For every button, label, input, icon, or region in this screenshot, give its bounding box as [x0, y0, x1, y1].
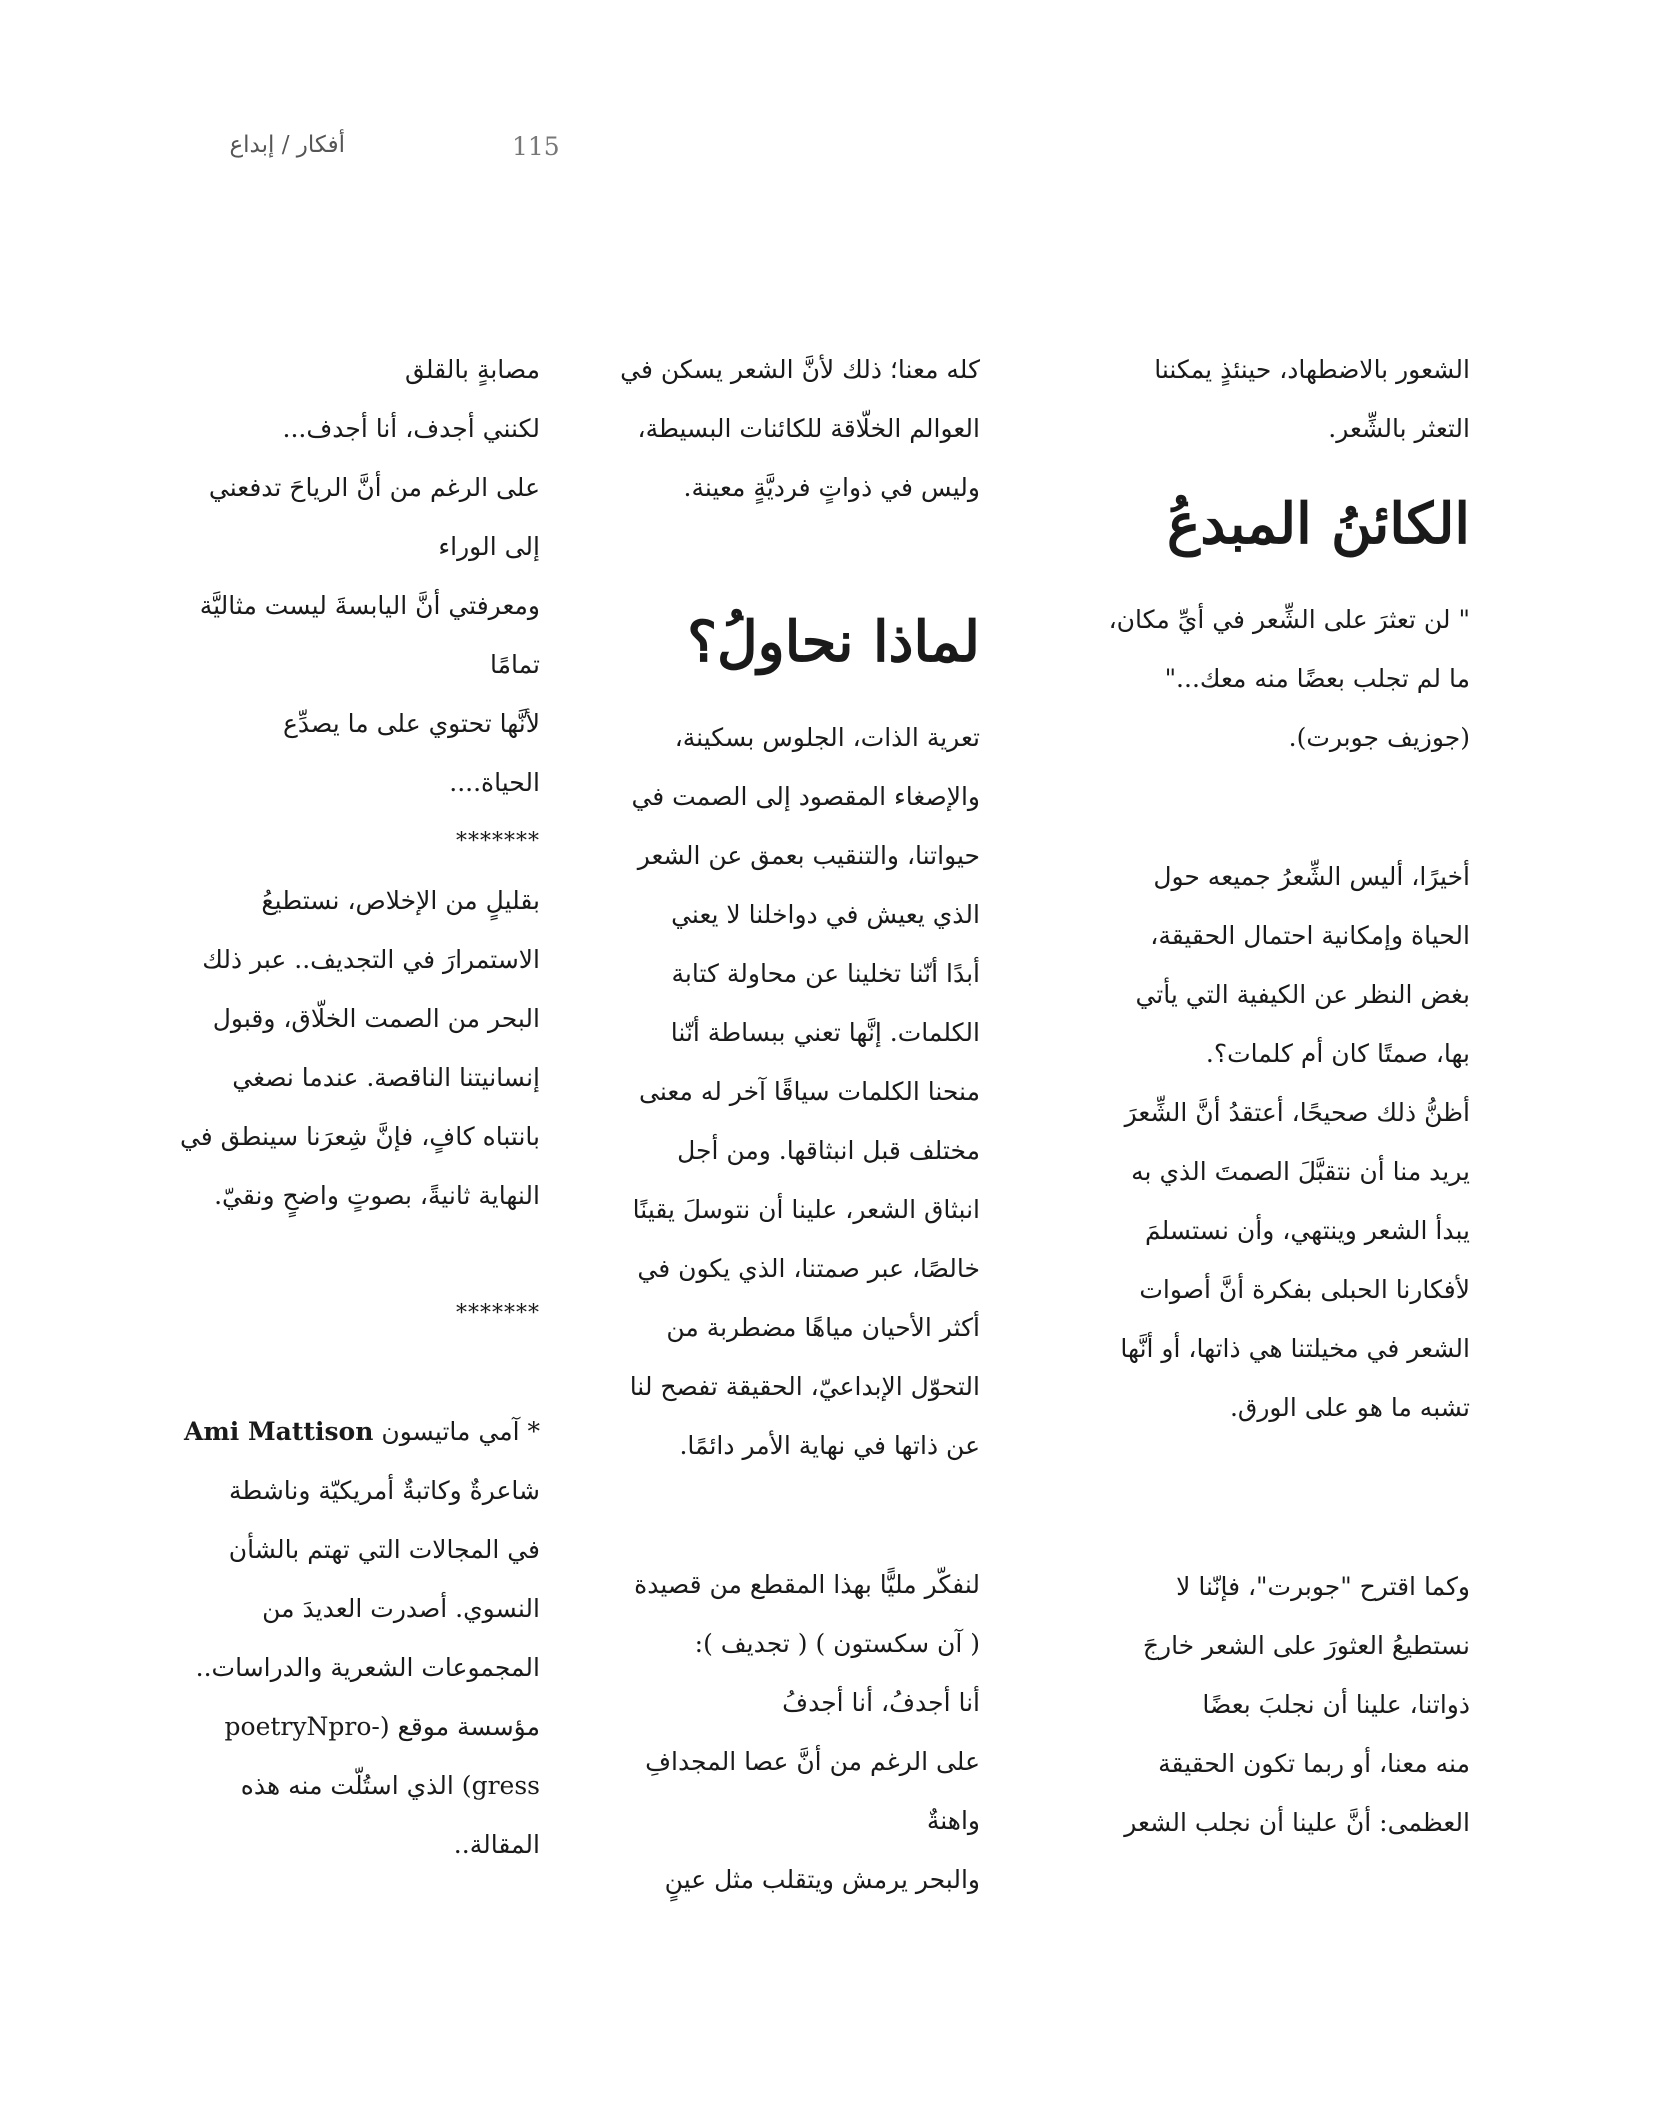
- text-line: نستطيعُ العثورَ على الشعر خارجَ: [1142, 1631, 1470, 1660]
- quote-line: ما لم تجلب بعضًا منه معك...": [1164, 664, 1470, 693]
- running-header: [110, 128, 570, 168]
- text-line: حيواتنا، والتنقيب بعمق عن الشعر: [637, 841, 980, 870]
- text-line: ذواتنا، علينا أن نجلبَ بعضًا: [1202, 1690, 1470, 1719]
- text-line: لنفكّر مليًّا بهذا المقطع من قصيدة: [634, 1570, 980, 1599]
- text-line: مختلف قبل انبثاقها. ومن أجل: [677, 1136, 980, 1165]
- text-line: انبثاق الشعر، علينا أن نتوسلَ يقينًا: [632, 1195, 980, 1224]
- text-line: التعثر بالشِّعر.: [1328, 414, 1470, 443]
- text-line: يبدأ الشعر وينتهي، وأن نستسلمَ: [1144, 1216, 1470, 1245]
- text-line: الاستمرارَ في التجديف.. عبر ذلك: [202, 945, 540, 974]
- section-heading: لماذا نحاولُ؟: [687, 609, 980, 675]
- section-label: أفكار / إبداع: [229, 132, 345, 158]
- text-line: عن ذاتها في نهاية الأمر دائمًا.: [679, 1431, 980, 1460]
- text-line: إنسانيتنا الناقصة. عندما نصغي: [232, 1063, 540, 1092]
- text-line: بها، صمتًا كان أم كلمات؟.: [1205, 1039, 1470, 1068]
- text-line: وليس في ذواتٍ فرديَّةٍ معينة.: [683, 473, 980, 502]
- text-line: كله معنا؛ ذلك لأنَّ الشعر يسكن في: [620, 355, 980, 384]
- section-heading: الكائنُ المبدعُ: [1166, 491, 1470, 557]
- column-left: [180, 340, 540, 1874]
- bio-line: شاعرةٌ وكاتبةٌ أمريكيّة وناشطة: [228, 1476, 540, 1505]
- quote-line: " لن تعثرَ على الشِّعر في أيِّ مكان،: [1108, 605, 1470, 634]
- text-line: بانتباه كافٍ، فإنَّ شِعرَنا سينطق في: [179, 1122, 540, 1151]
- bio-line: النسوي. أصدرت العديدَ من: [262, 1594, 540, 1623]
- text-line: العظمى: أنَّ علينا أن نجلب الشعر: [1124, 1808, 1470, 1837]
- text-line: الشعور بالاضطهاد، حينئذٍ يمكننا: [1154, 355, 1470, 384]
- poem-line: إلى الوراء: [438, 532, 540, 561]
- text-line: أكثر الأحيان مياهًا مضطربة من: [666, 1313, 980, 1342]
- poem-line: على الرغم من أنَّ الرياحَ تدفعني: [208, 473, 540, 502]
- text-line: التحوّل الإبداعيّ، الحقيقة تفصح لنا: [629, 1372, 980, 1401]
- text-line: الذي يعيش في دواخلنا لا يعني: [671, 900, 980, 929]
- bio-line: مؤسسة موقع (-poetryNpro: [224, 1712, 540, 1741]
- text-line: أظنُّ ذلك صحيحًا، أعتقدُ أنَّ الشِّعرَ: [1124, 1098, 1470, 1127]
- text-line: لأفكارنا الحبلى بفكرة أنَّ أصوات: [1139, 1275, 1470, 1304]
- bio-line: المقالة..: [453, 1830, 540, 1859]
- quote-attribution: (جوزيف جوبرت).: [1288, 723, 1470, 752]
- column-right: [1082, 340, 1470, 1852]
- text-line: الحياة وإمكانية احتمال الحقيقة،: [1150, 921, 1470, 950]
- text-line: بغض النظر عن الكيفية التي يأتي: [1135, 980, 1470, 1009]
- poem-line: تمامًا: [489, 650, 540, 679]
- text-line: وكما اقترح "جوبرت"، فإنّنا لا: [1176, 1572, 1470, 1601]
- text-line: يريد منا أن نتقبَّلَ الصمتَ الذي به: [1131, 1157, 1470, 1186]
- column-middle: [596, 340, 980, 1909]
- poem-line: لكنني أجدف، أنا أجدف...: [282, 414, 540, 443]
- text-line: أخيرًا، أليس الشِّعرُ جميعه حول: [1153, 862, 1470, 891]
- separator: *******: [456, 829, 540, 854]
- text-line: بقليلٍ من الإخلاص، نستطيعُ: [261, 886, 540, 915]
- bio-line: المجموعات الشعرية والدراسات..: [195, 1653, 540, 1682]
- poem-line: أنا أجدفُ، أنا أجدفُ: [782, 1688, 980, 1717]
- text-line: ( آن سكستون ) ( تجديف ):: [694, 1629, 980, 1658]
- text-line: خالصًا، عبر صمتنا، الذي يكون في: [637, 1254, 980, 1283]
- poem-line: والبحر يرمش ويتقلب مثل عينٍ: [664, 1865, 980, 1894]
- text-line: الكلمات. إنَّها تعني ببساطة أنّنا: [670, 1018, 980, 1047]
- author-bio-heading: [180, 1402, 540, 1461]
- bio-line: في المجالات التي تهتم بالشأن: [228, 1535, 540, 1564]
- text-line: منه معنا، أو ربما تكون الحقيقة: [1158, 1749, 1470, 1778]
- poem-line: واهنةٌ: [926, 1806, 980, 1835]
- text-line: العوالم الخلّاقة للكائنات البسيطة،: [637, 414, 980, 443]
- poem-line: مصابةٍ بالقلق: [405, 355, 540, 384]
- bio-line: gress) الذي استُلّت منه هذه: [240, 1771, 540, 1800]
- poem-line: الحياة....: [449, 768, 540, 797]
- text-line: البحر من الصمت الخلّاق، وقبول: [212, 1004, 540, 1033]
- bio-prefix: * آمي ماتيسون: [381, 1417, 540, 1446]
- text-line: أبدًا أنّنا تخلينا عن محاولة كتابة: [671, 959, 980, 988]
- text-line: النهاية ثانيةً، بصوتٍ واضحٍ ونقيّ.: [214, 1181, 540, 1210]
- separator: *******: [456, 1301, 540, 1326]
- author-name-latin: Ami Mattison: [183, 1417, 374, 1446]
- poem-line: لأنَّها تحتوي على ما يصدِّع: [283, 709, 540, 738]
- text-line: والإصغاء المقصود إلى الصمت في: [631, 782, 980, 811]
- poem-line: على الرغم من أنَّ عصا المجدافِ: [645, 1747, 980, 1776]
- text-line: منحنا الكلمات سياقًا آخر له معنى: [639, 1077, 980, 1106]
- text-line: تشبه ما هو على الورق.: [1229, 1393, 1470, 1422]
- text-line: تعرية الذات، الجلوس بسكينة،: [674, 723, 980, 752]
- page-number: 115: [512, 132, 560, 161]
- text-line: الشعر في مخيلتنا هي ذاتها، أو أنَّها: [1120, 1334, 1470, 1363]
- poem-line: ومعرفتي أنَّ اليابسةَ ليست مثاليَّة: [199, 591, 540, 620]
